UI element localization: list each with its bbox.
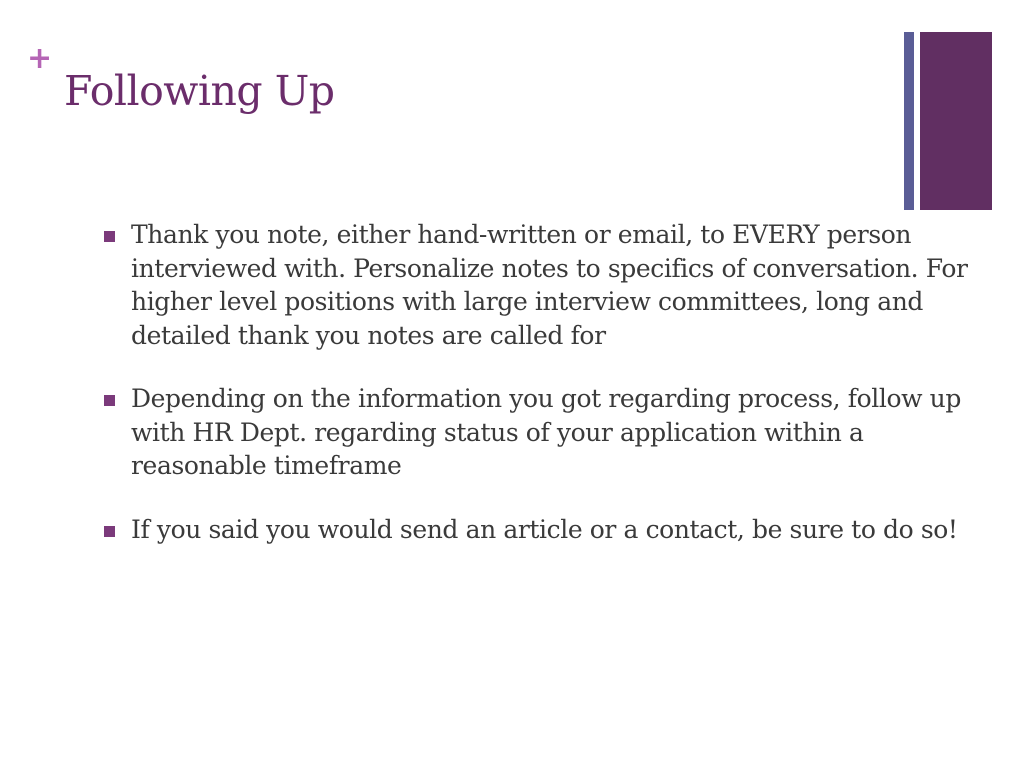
square-bullet-icon xyxy=(104,231,115,242)
accent-bar-thin xyxy=(904,32,914,210)
bullet-item xyxy=(104,382,994,483)
bullet-item xyxy=(104,513,994,547)
bullet-text: Thank you note, either hand-written or email, to EVERY person interviewed with. Personalize notes to specifics of conversation. For higher level positions with large interview committees, long and detailed thank you notes are called for xyxy=(131,220,968,350)
slide-title: Following Up xyxy=(64,67,335,115)
square-bullet-icon xyxy=(104,395,115,406)
bullet-item xyxy=(104,218,994,352)
plus-icon: + xyxy=(27,41,53,76)
bullet-text: If you said you would send an article or a contact, be sure to do so! xyxy=(131,514,958,544)
bullet-list xyxy=(104,218,994,576)
accent-bar-thick xyxy=(920,32,992,210)
bullet-text: Depending on the information you got regarding process, follow up with HR Dept. regarding status of your application within a reasonable timeframe xyxy=(131,384,961,480)
square-bullet-icon xyxy=(104,526,115,537)
